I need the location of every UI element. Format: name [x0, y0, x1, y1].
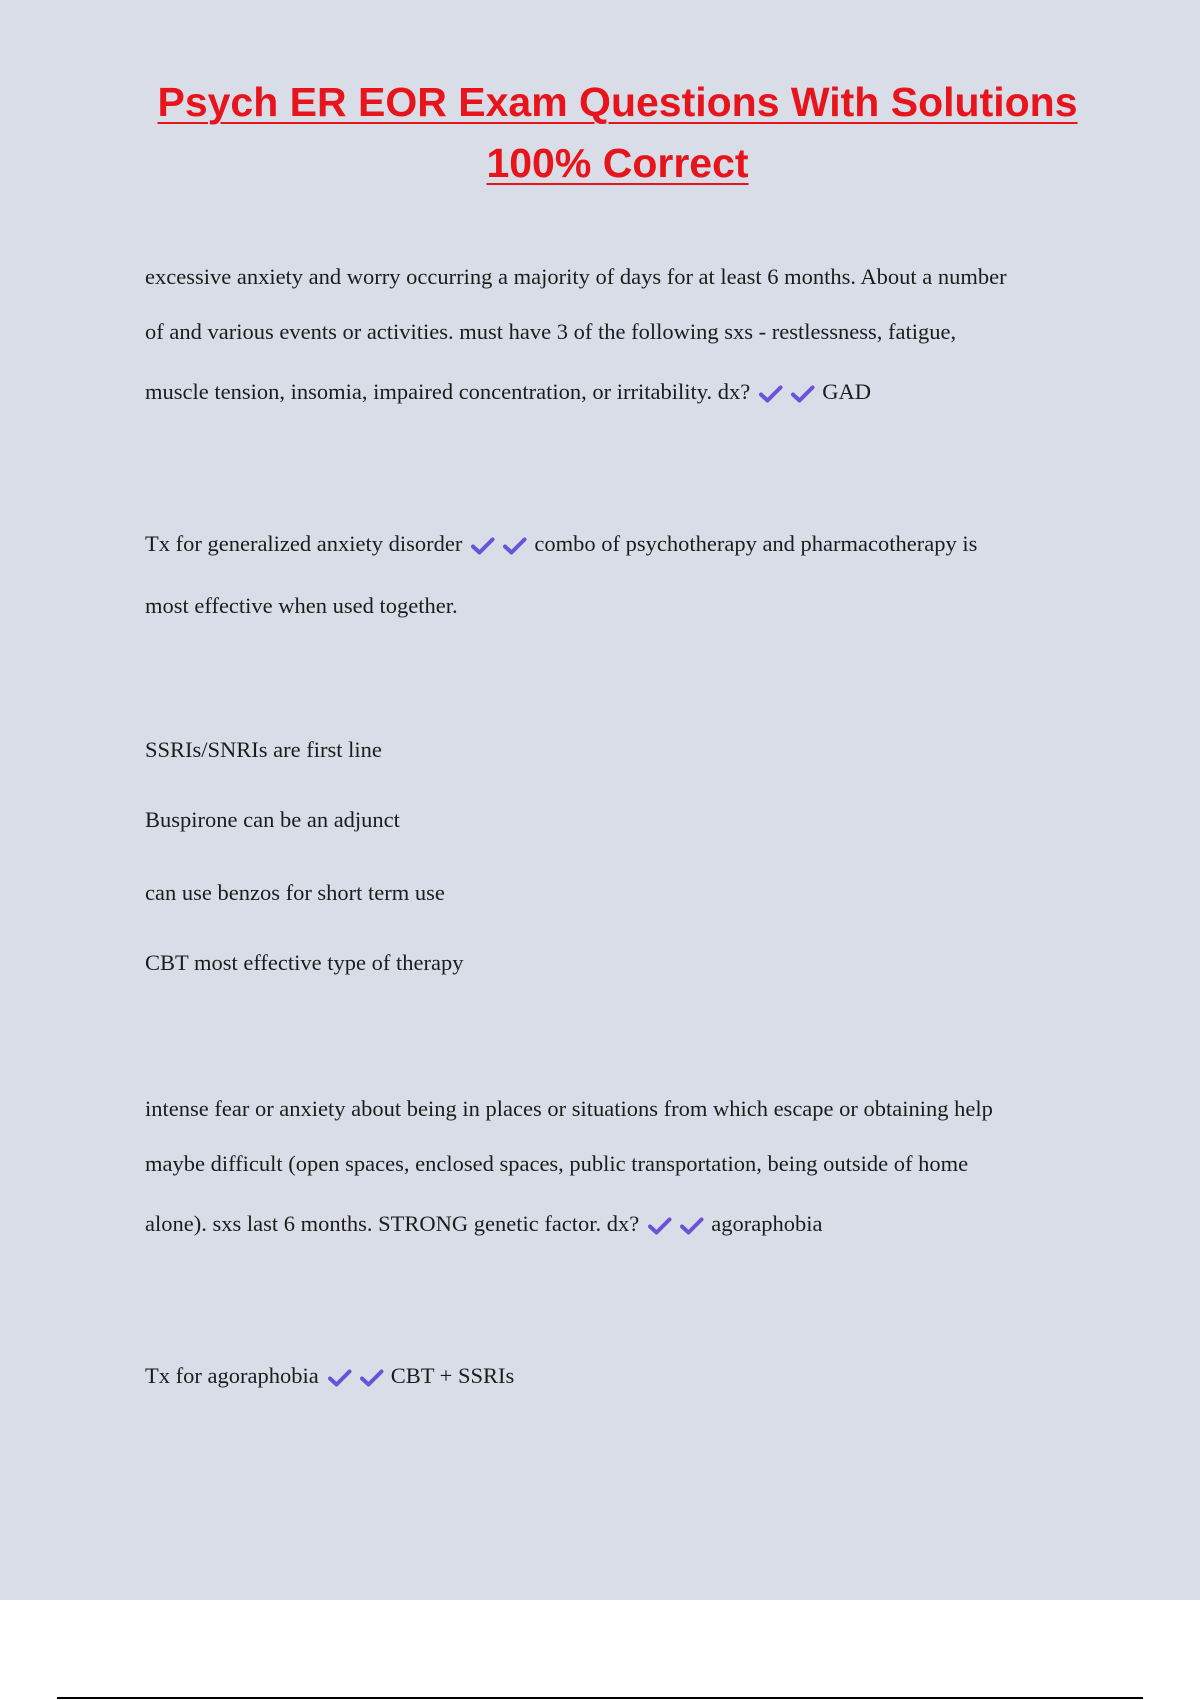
q2-answer-line-5: can use benzos for short term use [145, 880, 445, 905]
checkmark-icon [327, 1368, 353, 1388]
q3-line-1: intense fear or anxiety about being in places or situations from which escape or obtaining help [145, 1096, 993, 1121]
q4-answer: CBT + SSRIs [390, 1363, 515, 1388]
q2-answer-line-4: Buspirone can be an adjunct [145, 807, 400, 832]
q1-line-1: excessive anxiety and worry occurring a majority of days for at least 6 months. About a number [145, 264, 1007, 289]
checkmark-icon [647, 1216, 673, 1236]
page-divider [57, 1697, 1143, 1699]
document-title [0, 72, 1200, 194]
checkmark-icon [470, 536, 496, 556]
q3-question-text: alone). sxs last 6 months. STRONG genetic factor. dx? [145, 1211, 640, 1236]
checkmark-icon [679, 1216, 705, 1236]
q2-answer-line-6: CBT most effective type of therapy [145, 950, 464, 975]
q2-answer-line-1: combo of psychotherapy and pharmacotherapy is [534, 531, 978, 556]
checkmark-icon [790, 384, 816, 404]
q2-answer-line-2: most effective when used together. [145, 593, 458, 618]
q2-question-text: Tx for generalized anxiety disorder [145, 531, 463, 556]
title-line-2: 100% Correct [486, 140, 749, 186]
q1-question-text: muscle tension, insomia, impaired concentration, or irritability. dx? [145, 379, 751, 404]
q1-line-3 [145, 377, 871, 407]
q4-question-text: Tx for agoraphobia [145, 1363, 319, 1388]
q3-line-2: maybe difficult (open spaces, enclosed spaces, public transportation, being outside of home [145, 1151, 969, 1176]
checkmark-icon [502, 536, 528, 556]
q2-answer-line-3: SSRIs/SNRIs are first line [145, 737, 382, 762]
checkmark-icon [359, 1368, 385, 1388]
checkmark-icon [758, 384, 784, 404]
q1-line-2: of and various events or activities. must have 3 of the following sxs - restlessness, fatigue, [145, 319, 957, 344]
title-line-1: Psych ER EOR Exam Questions With Solutions [157, 79, 1078, 125]
q2-line-1 [145, 529, 977, 559]
q3-line-3 [145, 1209, 823, 1239]
q1-answer: GAD [822, 379, 872, 404]
q4-line-1 [145, 1361, 514, 1391]
q3-answer: agoraphobia [711, 1211, 823, 1236]
